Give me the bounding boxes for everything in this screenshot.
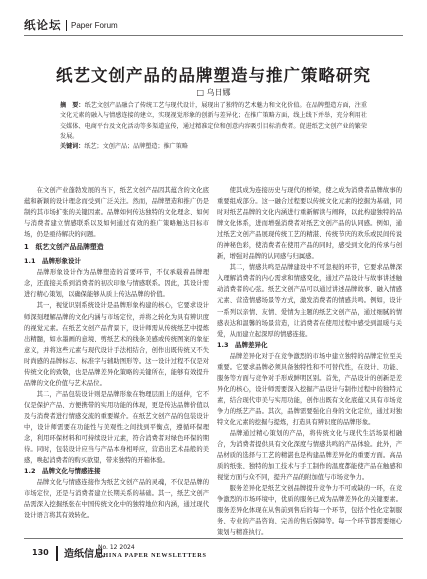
subsection-heading: 1.1 品牌形象设计 <box>24 257 82 266</box>
body-paragraph: 服务差异化是纸艺文创品牌提升竞争力不可或缺的一环，在竞争激烈的市场环境中，优质的服务已成为品牌差异化的关键要素。服务差异化体现在从售前到售后的每一个环节，包括个性化定制服务、专业的产品咨询、完善的售后保障等。每一个环节都需要细心策划与精准执行。 <box>217 485 402 537</box>
issue-number: No. 12 2024 <box>98 544 135 551</box>
abstract-label: 摘 要： <box>60 102 85 109</box>
abstract-block <box>60 101 367 152</box>
article-author: □ 乌日娜 <box>196 88 231 97</box>
column-label-en: Paper Forum <box>71 20 118 30</box>
keywords <box>60 142 367 152</box>
page-footer <box>24 543 403 565</box>
subsection-heading: 1.3 品牌差异化 <box>217 340 268 349</box>
footer-divider <box>56 546 58 561</box>
journal-name-en: CHINA PAPER NEWSLETTERS <box>98 552 207 559</box>
subsection-heading: 1.2 品牌文化与情感连接 <box>24 467 101 476</box>
body-paragraph: 其二，情感共鸣是品牌建设中不可忽视的环节，它要求品牌深入理解消费者的内心需求和情感变化，通过产品设计与故事讲述触动消费者的心弦。纸艺文创产品可以通过讲述品牌故事、融入情感元素、营造情感场景等方式，激发消费者的情感共鸣。例如，设计一系列以亲情、友情、爱情为主题的纸艺文创产品，通过细腻的情感表达和温馨的场景营造，让消费者在使用过程中感受到温暖与关爱，从而建立起深厚的情感连接。 <box>217 264 402 338</box>
journal-logo: 造纸信息 <box>64 549 104 560</box>
body-column-left <box>24 185 209 521</box>
body-paragraph: 其二，产品包装设计则是品牌形象在物理层面上的延伸，它不仅是保护产品、方便携带的实用功能的体现，更是传达品牌价值以及与消费者进行情感交流的重要媒介。在纸艺文创产品的包装设计中，设计师需要在功能性与美观性之间找到平衡点，遵循环保理念，利用环保材料和可持续设计元素，符合消费者对绿色环保的期待。同时，包装设计应当与产品本身相呼应，营造出艺术品般的美感，唤起消费者的购买欲望，带来独特的开箱体验。 <box>24 390 209 465</box>
running-header <box>24 18 118 32</box>
body-paragraph: 在文创产业蓬勃发展的当下，纸艺文创产品因其蕴含的文化底蕴和新颖的设计理念而受到广泛关注。然而，品牌塑造和推广仍是制约其市场扩张的关键因素。品牌如何传达独特的文化理念、如何与消费者建立情感联系以及如何通过有效的推广策略触达目标市场，仍是亟待解决的问题。 <box>24 187 209 239</box>
body-column-right <box>217 185 402 539</box>
body-paragraph: 其一，视觉识别系统设计是品牌形象构建的核心，它要求设计师深刻理解品牌的文化内涵与市场定位，并将之转化为具有辨识度的视觉元素。在纸艺文创产品背景下，设计师需从传统纸艺中提炼出精髓，如水墨画的意境、剪纸艺术的线条美感或传统图案的象征意义，并将这些元素与现代设计手法相结合，创作出既传统又不失时尚感的品牌标志、标准字与辅助图形等。这一设计过程不仅是对传统文化的致敬，也是品牌差异化策略的关键所在，能够有效提升品牌的文化价值与艺术品位。 <box>24 302 209 387</box>
keywords-label: 关键词： <box>60 143 85 151</box>
header-rule <box>24 35 403 36</box>
article-title: 纸艺文创产品的品牌塑造与推广策略研究 <box>56 66 371 85</box>
body-paragraph: 品牌差异化对于在竞争激烈的市场中建立独特的品牌定位至关重要。它要求品牌必须具备独特性和不可替代性，在设计、功能、服务等方面与竞争对手形成鲜明区别。首先，产品设计的创新是差异化的核心，设计师需要深入挖掘产品设计与制作过程中的独特元素，结合现代审美与实用功能，创作出既有文化底蕴又具有市场竞争力的纸艺产品。其次，品牌需要强化自身的文化定位，通过对独特文化元素的挖掘与提炼，打造具有辨识度的品牌形象。 <box>217 352 402 426</box>
keywords-text: 纸艺；文创产品；品牌塑造；推广策略 <box>84 143 188 151</box>
column-label: 纸论坛 <box>24 18 62 32</box>
body-paragraph: 品牌通过精心策划的产品，将传统文化与现代生活场景相融合，为消费者提供具有文化深度与情感共鸣的产品体验。此外，产品材质的选择与工艺的精湛也是构建品牌差异化的重要方面。高品质的纸张、独特的加工技术与手工制作的温度都能使产品在触感和视觉方面与众不同，提升产品的附加值与市场竞争力。 <box>217 430 402 482</box>
section-heading: 1 纸艺文创产品品牌塑造 <box>24 243 104 252</box>
body-paragraph: 品牌文化与情感连接作为纸艺文创产品的灵魂，不仅是品牌的市场定位，还是与消费者建立长期关系的基础。其一，纸艺文创产品需深入挖掘纸张在中国传统文化中的独特地位和内涵，通过现代设计语言将其有效转化。 <box>24 479 209 520</box>
page-number: 130 <box>32 548 49 557</box>
footer-rule <box>24 538 403 539</box>
header-divider <box>66 20 68 31</box>
body-paragraph: 品牌形象设计作为品牌塑造的首要环节，不仅承载着品牌理念，还直接关系到消费者的初次印象与情感联系。因此，其设计需进行精心策划，以确保能够从质上传达品牌的价值。 <box>24 269 209 299</box>
body-paragraph: 使其成为连接历史与现代的桥梁，使之成为消费者品牌故事的重要组成部分。这一融合过程要以传统文化元素的挖掘为基础，同时对纸艺品牌的文化内涵进行重新解读与阐释，以此构建独特的品牌文化体系，进而增强消费者对纸艺文创产品的认同感。例如，通过纸艺文创产品展现传统工艺的精湛、传统节庆的欢乐或民间传说的神秘色彩，使消费者在使用产品的同时，感受到文化的传承与创新，增强对品牌的认同感与归属感。 <box>217 187 402 261</box>
abstract-text: 纸艺文创产品融合了传统工艺与现代设计，展现出了独特的艺术魅力和文化价值。在品牌塑造方面，注重文化元素的融入与情感连接的建立，实现视觉形象的创新与差异化；在推广策略方面，线上线下并举，充分利用社交媒体、电商平台及文化活动等多渠道宣传，通过精准定位和创意内容吸引目标消费者。促进纸艺文创产业的繁荣发展。 <box>60 102 368 140</box>
abstract <box>60 101 367 142</box>
